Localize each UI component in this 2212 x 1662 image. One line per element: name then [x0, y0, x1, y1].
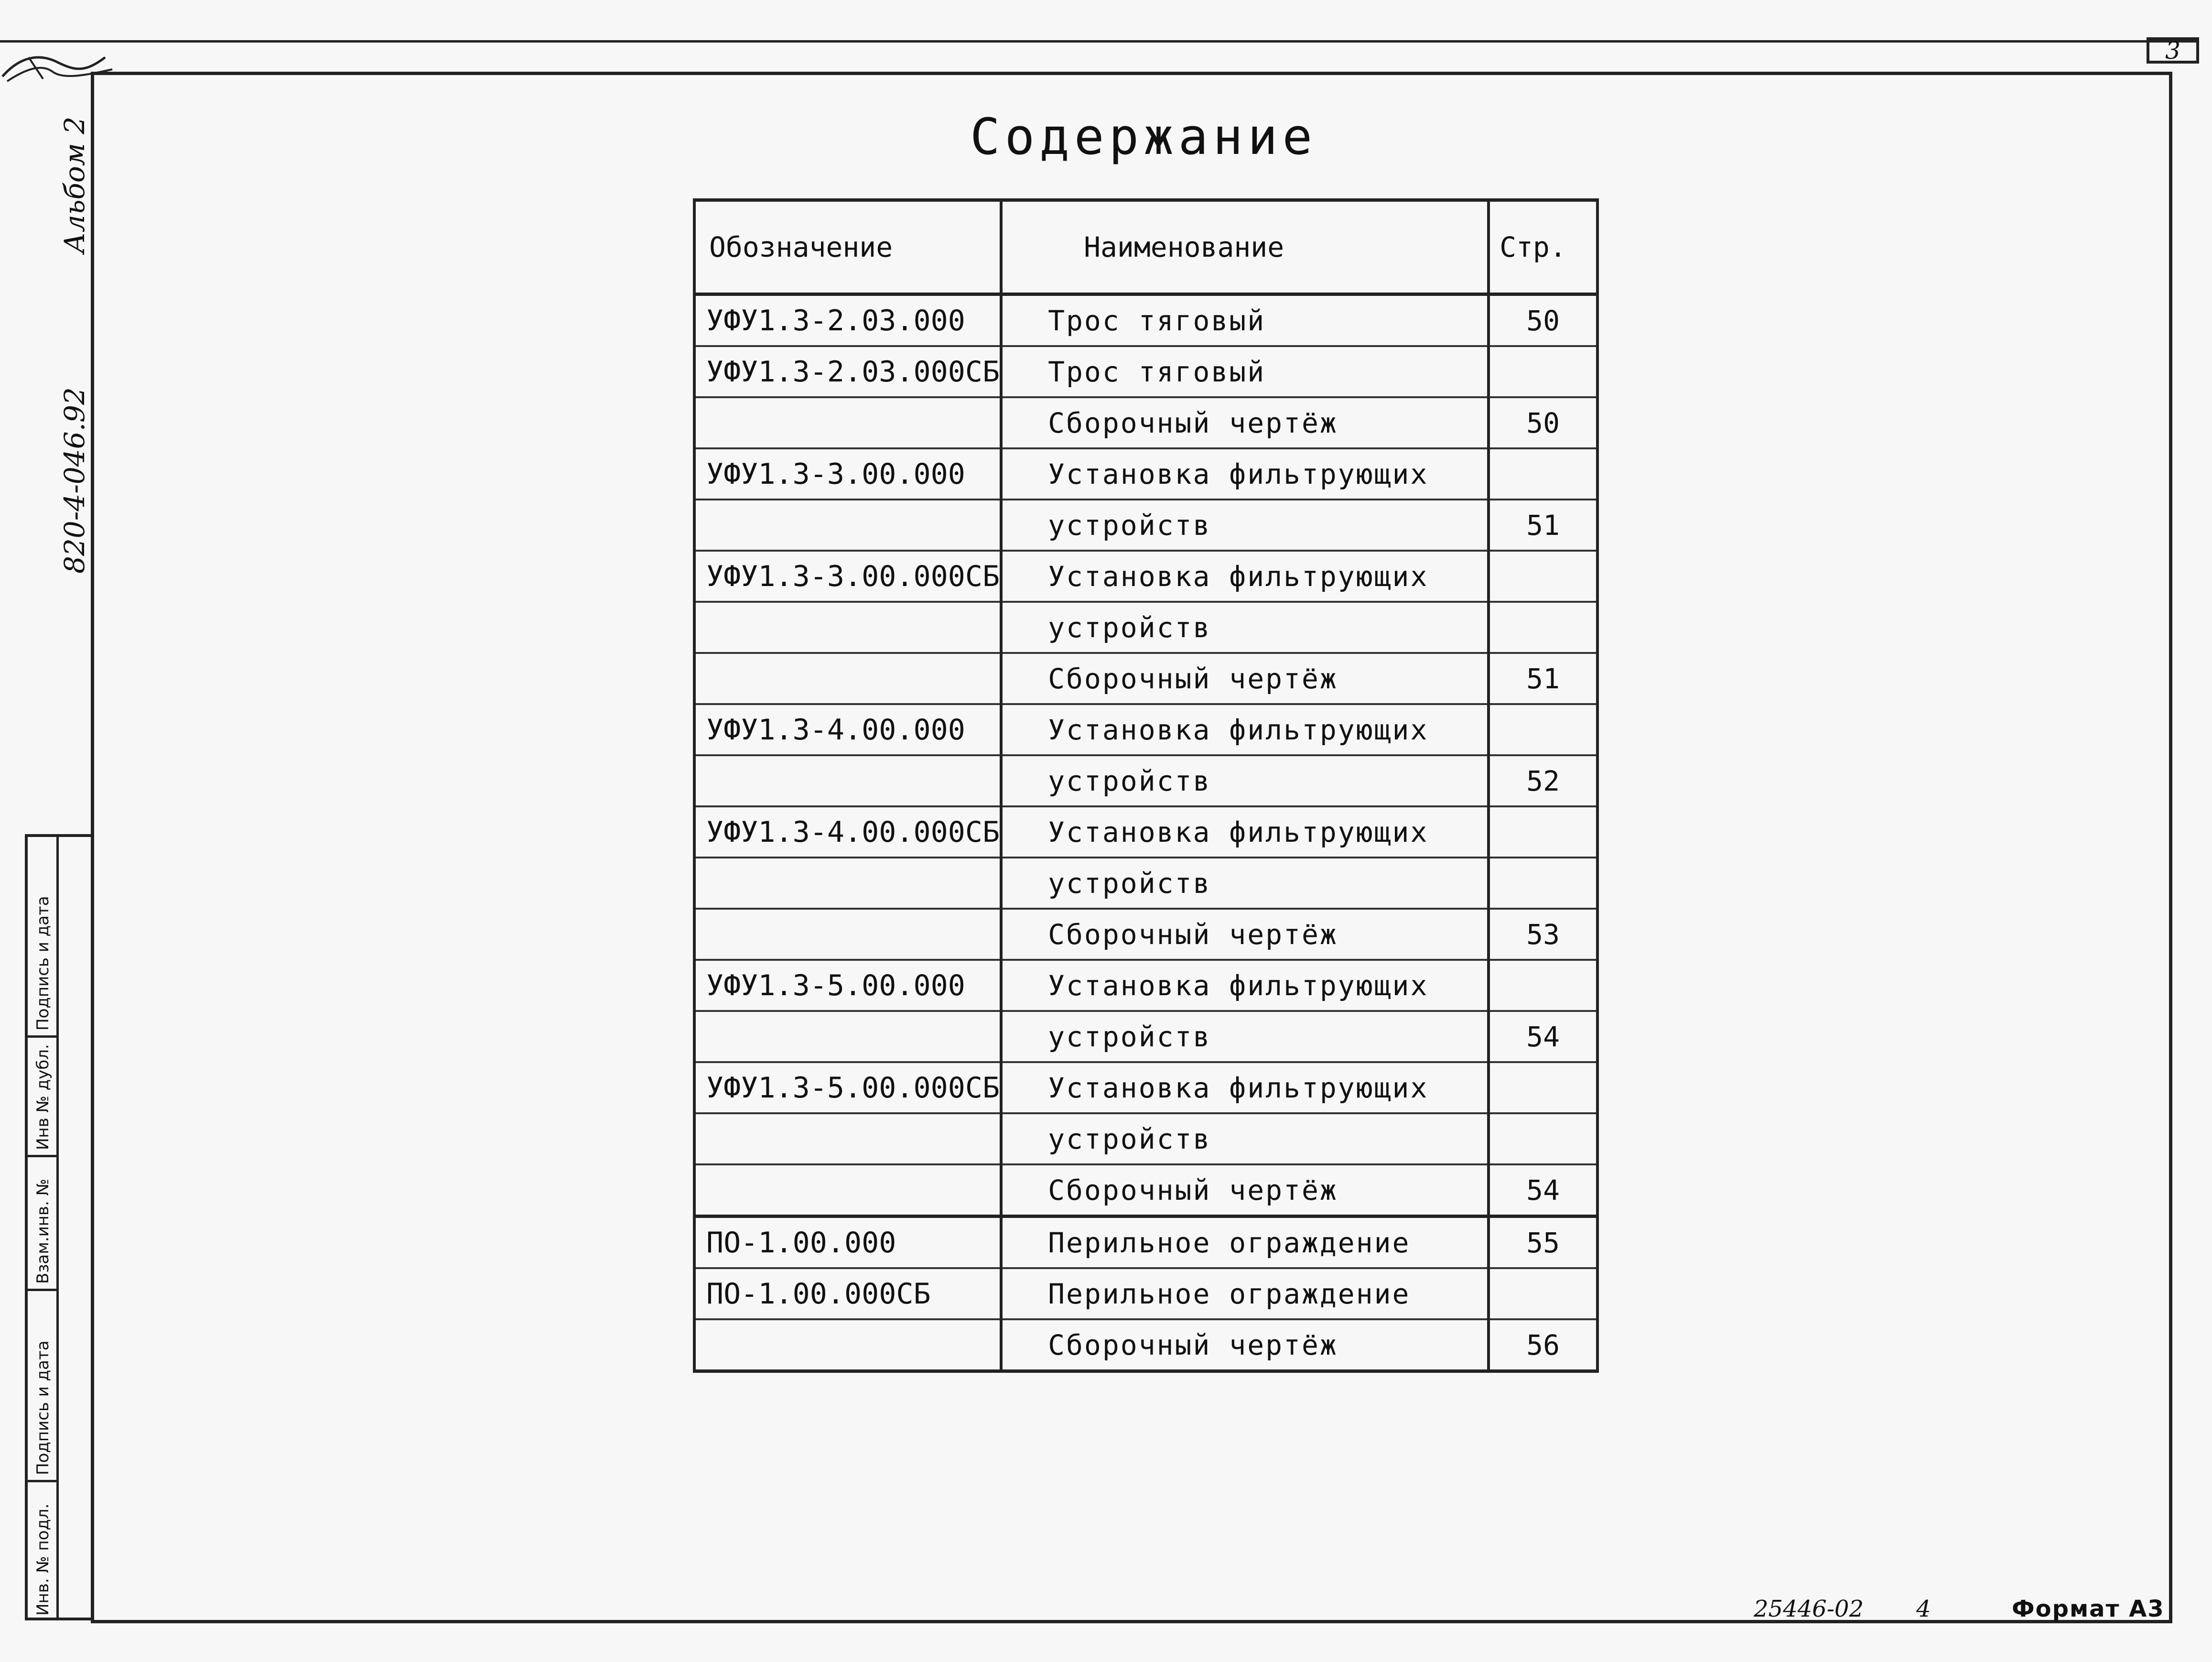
row-designation: УФУ1.3-5.00.000СБ [694, 1062, 1001, 1113]
row-name: Сборочный чертёж [1001, 397, 1489, 448]
table-row [694, 294, 1597, 347]
row-name: Установка фильтрующих [1001, 448, 1489, 500]
row-page [1489, 1113, 1597, 1164]
row-page: 51 [1489, 653, 1597, 704]
stamp-label: Инв № дубл. [33, 1044, 53, 1150]
row-name: устройств [1001, 1011, 1489, 1062]
row-designation: УФУ1.3-3.00.000 [694, 448, 1001, 500]
table-row [694, 500, 1597, 551]
row-page: 53 [1489, 909, 1597, 960]
row-designation [694, 653, 1001, 704]
row-designation: УФУ1.3-3.00.000СБ [694, 551, 1001, 602]
sheet-mark: 4 [1916, 1596, 1931, 1622]
stamp-label: Подпись и дата [33, 1340, 53, 1475]
row-designation: УФУ1.3-2.03.000 [694, 294, 1001, 347]
stamp-label: Взам.инв. № [33, 1178, 53, 1284]
table-body [694, 294, 1597, 1371]
table-row [694, 1164, 1597, 1217]
row-page [1489, 1062, 1597, 1113]
header-name: Наименование [1001, 200, 1489, 294]
table-row [694, 448, 1597, 500]
row-designation [694, 602, 1001, 653]
stamp-cell-signature-2 [28, 1291, 56, 1482]
format-label: Формат А3 [2012, 1596, 2165, 1622]
table-row [694, 1217, 1597, 1269]
document-id: 25446-02 [1754, 1596, 1864, 1622]
album-label: Альбом 2 [58, 116, 91, 253]
row-name: Перильное ограждение [1001, 1217, 1489, 1269]
row-name: Сборочный чертёж [1001, 909, 1489, 960]
row-page: 56 [1489, 1319, 1597, 1371]
table-row [694, 909, 1597, 960]
row-name: устройств [1001, 602, 1489, 653]
margin-stamp [25, 834, 91, 1620]
table-row [694, 1113, 1597, 1164]
table-row [694, 1319, 1597, 1371]
stamp-cell-dup [28, 1038, 56, 1157]
row-designation [694, 397, 1001, 448]
row-name: устройств [1001, 858, 1489, 909]
stamp-divider [56, 837, 59, 1618]
row-name: Установка фильтрующих [1001, 1062, 1489, 1113]
row-name: Установка фильтрующих [1001, 960, 1489, 1011]
row-page [1489, 602, 1597, 653]
table-row [694, 346, 1597, 397]
row-name: Сборочный чертёж [1001, 1319, 1489, 1371]
row-name: Сборочный чертёж [1001, 653, 1489, 704]
top-border-line [0, 40, 2198, 43]
table-row [694, 806, 1597, 858]
sheet-number-box [2147, 37, 2199, 64]
row-page [1489, 551, 1597, 602]
row-page [1489, 448, 1597, 500]
header-page: Стр. [1489, 200, 1597, 294]
row-designation [694, 1011, 1001, 1062]
row-designation: УФУ1.3-2.03.000СБ [694, 346, 1001, 397]
stamp-cell-original [28, 1482, 56, 1620]
row-name: устройств [1001, 1113, 1489, 1164]
row-page: 55 [1489, 1217, 1597, 1269]
row-designation: ПО-1.00.000СБ [694, 1268, 1001, 1319]
table-row [694, 1011, 1597, 1062]
row-name: Перильное ограждение [1001, 1268, 1489, 1319]
header-designation: Обозначение [694, 200, 1001, 294]
row-name: Трос тяговый [1001, 346, 1489, 397]
table-row [694, 1268, 1597, 1319]
row-designation: УФУ1.3-4.00.000СБ [694, 806, 1001, 858]
stamp-cell-replace [28, 1157, 56, 1291]
row-page: 50 [1489, 397, 1597, 448]
project-code: 820-4-046.92 [58, 387, 91, 574]
row-page [1489, 1268, 1597, 1319]
stamp-label: Подпись и дата [33, 896, 53, 1031]
row-designation [694, 500, 1001, 551]
row-name: устройств [1001, 755, 1489, 806]
table-header-row [694, 200, 1597, 294]
table-row [694, 960, 1597, 1011]
table-row [694, 858, 1597, 909]
row-designation [694, 1113, 1001, 1164]
row-page [1489, 704, 1597, 755]
stamp-label: Инв. № подл. [33, 1503, 53, 1616]
row-page [1489, 858, 1597, 909]
row-designation [694, 1164, 1001, 1217]
row-page: 52 [1489, 755, 1597, 806]
row-designation: ПО-1.00.000 [694, 1217, 1001, 1269]
row-page: 54 [1489, 1011, 1597, 1062]
table-row [694, 397, 1597, 448]
row-page: 51 [1489, 500, 1597, 551]
row-designation: УФУ1.3-5.00.000 [694, 960, 1001, 1011]
table-row [694, 1062, 1597, 1113]
row-name: Установка фильтрующих [1001, 806, 1489, 858]
row-name: Установка фильтрующих [1001, 551, 1489, 602]
table-row [694, 704, 1597, 755]
row-designation [694, 1319, 1001, 1371]
table-row [694, 551, 1597, 602]
table-row [694, 602, 1597, 653]
row-page: 50 [1489, 294, 1597, 347]
row-page [1489, 960, 1597, 1011]
row-page [1489, 346, 1597, 397]
footer-block [1744, 1596, 2172, 1623]
stamp-cell-signature-1 [28, 837, 56, 1038]
page-title: Содержание [970, 108, 1317, 166]
table-row [694, 755, 1597, 806]
row-page: 54 [1489, 1164, 1597, 1217]
row-name: Трос тяговый [1001, 294, 1489, 347]
contents-table [693, 198, 1599, 1373]
table-row [694, 653, 1597, 704]
row-designation [694, 909, 1001, 960]
row-name: устройств [1001, 500, 1489, 551]
row-page [1489, 806, 1597, 858]
row-designation [694, 858, 1001, 909]
sheet-number: 3 [2165, 37, 2180, 65]
row-designation [694, 755, 1001, 806]
row-name: Сборочный чертёж [1001, 1164, 1489, 1217]
row-designation: УФУ1.3-4.00.000 [694, 704, 1001, 755]
row-name: Установка фильтрующих [1001, 704, 1489, 755]
